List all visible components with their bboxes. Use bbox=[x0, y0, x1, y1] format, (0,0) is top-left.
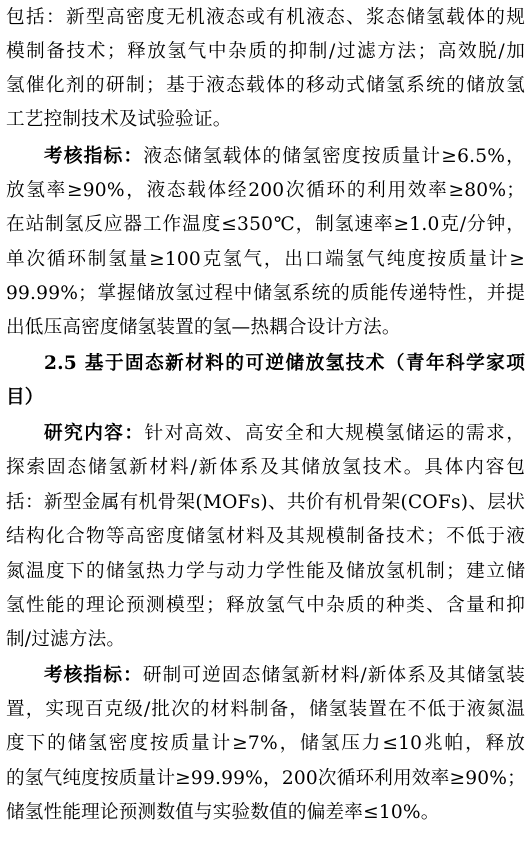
paragraph-line: 置，实现百克级/批次的材料制备，储氢装置在不低于液氮温 bbox=[6, 699, 525, 720]
section-heading-continued: 目） bbox=[6, 387, 44, 408]
research-line bbox=[44, 422, 525, 446]
assessment-label: 考核指标： bbox=[44, 665, 143, 686]
assessment-text: 液态储氢载体的储氢密度按质量计≥6.5%， bbox=[143, 146, 525, 167]
assessment-text: 研制可逆固态储氢新材料/新体系及其储氢装 bbox=[142, 665, 525, 686]
paragraph-line: 结构化合物等高密度储氢材料及其规模制备技术；不低于液 bbox=[6, 526, 525, 547]
paragraph-line: 储氢性能理论预测数值与实验数值的偏差率≤10%。 bbox=[6, 802, 440, 823]
paragraph-line: 的氢气纯度按质量计≥99.99%，200次循环利用效率≥90%； bbox=[6, 768, 526, 789]
paragraph-line: 单次循环制氢量≥100克氢气，出口端氢气纯度按质量计≥ bbox=[6, 249, 525, 270]
paragraph-line: 度下的储氢密度按质量计≥7%，储氢压力≤10兆帕，释放 bbox=[6, 733, 525, 754]
paragraph-line: 制/过滤方法。 bbox=[6, 629, 126, 650]
paragraph-line: 模制备技术；释放氢气中杂质的抑制/过滤方法；高效脱/加 bbox=[6, 41, 525, 62]
assessment-label: 考核指标： bbox=[44, 146, 144, 167]
research-label: 研究内容： bbox=[44, 423, 145, 444]
paragraph-line: 氢催化剂的研制；基于液态载体的移动式储氢系统的储放氢 bbox=[6, 75, 525, 96]
paragraph-line: 探索固态储氢新材料/新体系及其储放氢技术。具体内容包 bbox=[6, 457, 525, 478]
assessment-line bbox=[44, 664, 525, 688]
research-text: 针对高效、高安全和大规模氢储运的需求， bbox=[144, 423, 525, 444]
paragraph-line: 氮温度下的储氢热力学与动力学性能及储放氢机制；建立储 bbox=[6, 561, 525, 582]
paragraph-line: 在站制氢反应器工作温度≤350℃，制氢速率≥1.0克/分钟， bbox=[6, 214, 525, 235]
paragraph-line: 出低压高密度储氢装置的氢—热耦合设计方法。 bbox=[6, 317, 401, 338]
paragraph-line: 工艺控制技术及试验验证。 bbox=[6, 109, 232, 130]
assessment-line bbox=[44, 145, 525, 169]
paragraph-line: 放氢率≥90%，液态载体经200次循环的利用效率≥80%； bbox=[6, 180, 525, 201]
paragraph-line: 99.99%；掌握储放氢过程中储氢系统的质能传递特性，并提 bbox=[6, 283, 525, 304]
paragraph-line: 氢性能的理论预测模型；释放氢气中杂质的种类、含量和抑 bbox=[6, 595, 525, 616]
section-heading: 2.5 基于固态新材料的可逆储放氢技术（青年科学家项 bbox=[44, 353, 525, 374]
paragraph-line: 包括：新型高密度无机液态或有机液态、浆态储氢载体的规 bbox=[6, 7, 525, 28]
paragraph-line: 括：新型金属有机骨架(MOFs)、共价有机骨架(COFs)、层状 bbox=[6, 492, 525, 513]
